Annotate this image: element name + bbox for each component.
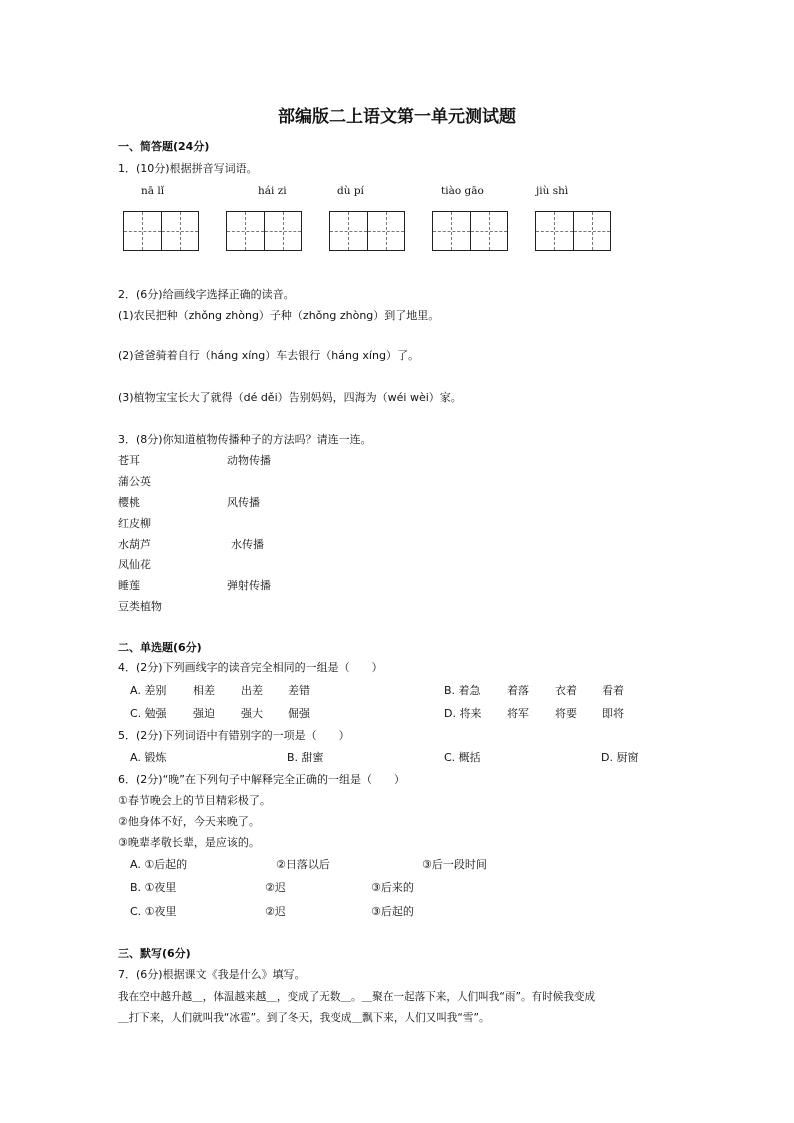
option-word: 强迫: [193, 707, 215, 720]
pinyin-5: jiù shì: [536, 185, 569, 197]
plant-item: 凤仙花: [118, 558, 151, 571]
option-c: C. 勉强: [130, 707, 167, 720]
question-2-item-1: (1)农民把种（zhǒng zhòng）子种（zhǒng zhòng）到了地里。: [118, 309, 440, 322]
writing-grid-3[interactable]: [329, 211, 405, 251]
option-b: B. ①夜里: [130, 881, 177, 894]
spread-method: 风传播: [227, 496, 260, 509]
option-word: 衣着: [555, 684, 577, 697]
fill-blank-line-1: 我在空中越升越＿，体温越来越＿，变成了无数＿。＿聚在一起落下来，人们叫我“雨”。有时候我变成: [118, 991, 596, 1003]
plant-item: 豆类植物: [118, 600, 162, 613]
option-word: 着落: [507, 684, 529, 697]
option-a: A. 锻炼: [130, 751, 167, 764]
option-part: ③后一段时间: [422, 858, 487, 871]
section-heading-1: 一、简答题(24分): [118, 140, 210, 153]
option-word: 将要: [555, 707, 577, 720]
spread-method: 动物传播: [227, 454, 271, 467]
question-5: 5．(2分)下列词语中有错别字的一项是（ ）: [118, 729, 350, 742]
sentence-1: ①春节晚会上的节目精彩极了。: [118, 794, 271, 807]
plant-item: 红皮柳: [118, 517, 151, 530]
plant-item: 水葫芦: [118, 538, 151, 551]
option-b: B. 甜蜜: [287, 751, 324, 764]
sentence-3: ③晚辈孝敬长辈，是应该的。: [118, 836, 260, 849]
option-part: ③后起的: [371, 905, 414, 918]
plant-item: 樱桃: [118, 496, 140, 509]
option-b: B. 着急: [444, 684, 481, 697]
option-d: D. 将来: [444, 707, 482, 720]
question-6: 6．(2分)“晚”在下列句子中解释完全正确的一组是（ ）: [118, 773, 405, 786]
option-c: C. ①夜里: [130, 905, 177, 918]
option-part: ③后来的: [371, 881, 414, 894]
sentence-2: ②他身体不好，今天来晚了。: [118, 815, 260, 828]
option-word: 倔强: [288, 707, 310, 720]
question-2-item-2: (2)爸爸骑着自行（háng xíng）车去银行（háng xíng）了。: [118, 349, 419, 362]
plant-item: 睡莲: [118, 579, 140, 592]
pinyin-3: dù pí: [337, 185, 364, 197]
plant-item: 苍耳: [118, 454, 140, 467]
pinyin-2: hái zi: [258, 185, 287, 197]
option-word: 出差: [241, 684, 263, 697]
question-3: 3．(8分)你知道植物传播种子的方法吗？请连一连。: [118, 433, 372, 446]
spread-method: 水传播: [231, 538, 264, 551]
option-a: A. 差别: [130, 684, 167, 697]
plant-item: 蒲公英: [118, 475, 151, 488]
option-word: 看着: [602, 684, 624, 697]
option-a: A. ①后起的: [130, 858, 188, 871]
question-1: 1．(10分)根据拼音写词语。: [118, 162, 258, 175]
option-word: 强大: [241, 707, 263, 720]
pinyin-4: tiào gāo: [441, 185, 484, 197]
option-part: ②迟: [265, 905, 286, 918]
option-d: D. 厨窗: [601, 751, 639, 764]
fill-blank-line-2: ＿打下来，人们就叫我“冰雹”。到了冬天，我变成＿飘下来，人们又叫我“雪”。: [118, 1012, 490, 1024]
question-2-item-3: (3)植物宝宝长大了就得（dé děi）告别妈妈，四海为（wéi wèi）家。: [118, 391, 462, 404]
option-c: C. 概括: [444, 751, 481, 764]
section-heading-2: 二、单选题(6分): [118, 641, 202, 654]
question-2: 2．(6分)给画线字选择正确的读音。: [118, 288, 295, 301]
spread-method: 弹射传播: [227, 579, 271, 592]
section-heading-3: 三、默写(6分): [118, 947, 191, 960]
option-word: 相差: [193, 684, 215, 697]
option-part: ②迟: [265, 881, 286, 894]
pinyin-1: nā lǐ: [141, 185, 165, 197]
question-4: 4．(2分)下列画线字的读音完全相同的一组是（ ）: [118, 661, 383, 674]
writing-grid-4[interactable]: [432, 211, 508, 251]
question-7: 7．(6分)根据课文《我是什么》填写。: [118, 968, 306, 981]
option-word: 差错: [288, 684, 310, 697]
option-word: 即将: [602, 707, 624, 720]
writing-grid-2[interactable]: [226, 211, 302, 251]
writing-grid-5[interactable]: [535, 211, 611, 251]
writing-grid-1[interactable]: [123, 211, 199, 251]
page-title: 部编版二上语文第一单元测试题: [278, 107, 516, 127]
option-word: 将军: [507, 707, 529, 720]
option-part: ②日落以后: [276, 858, 330, 871]
